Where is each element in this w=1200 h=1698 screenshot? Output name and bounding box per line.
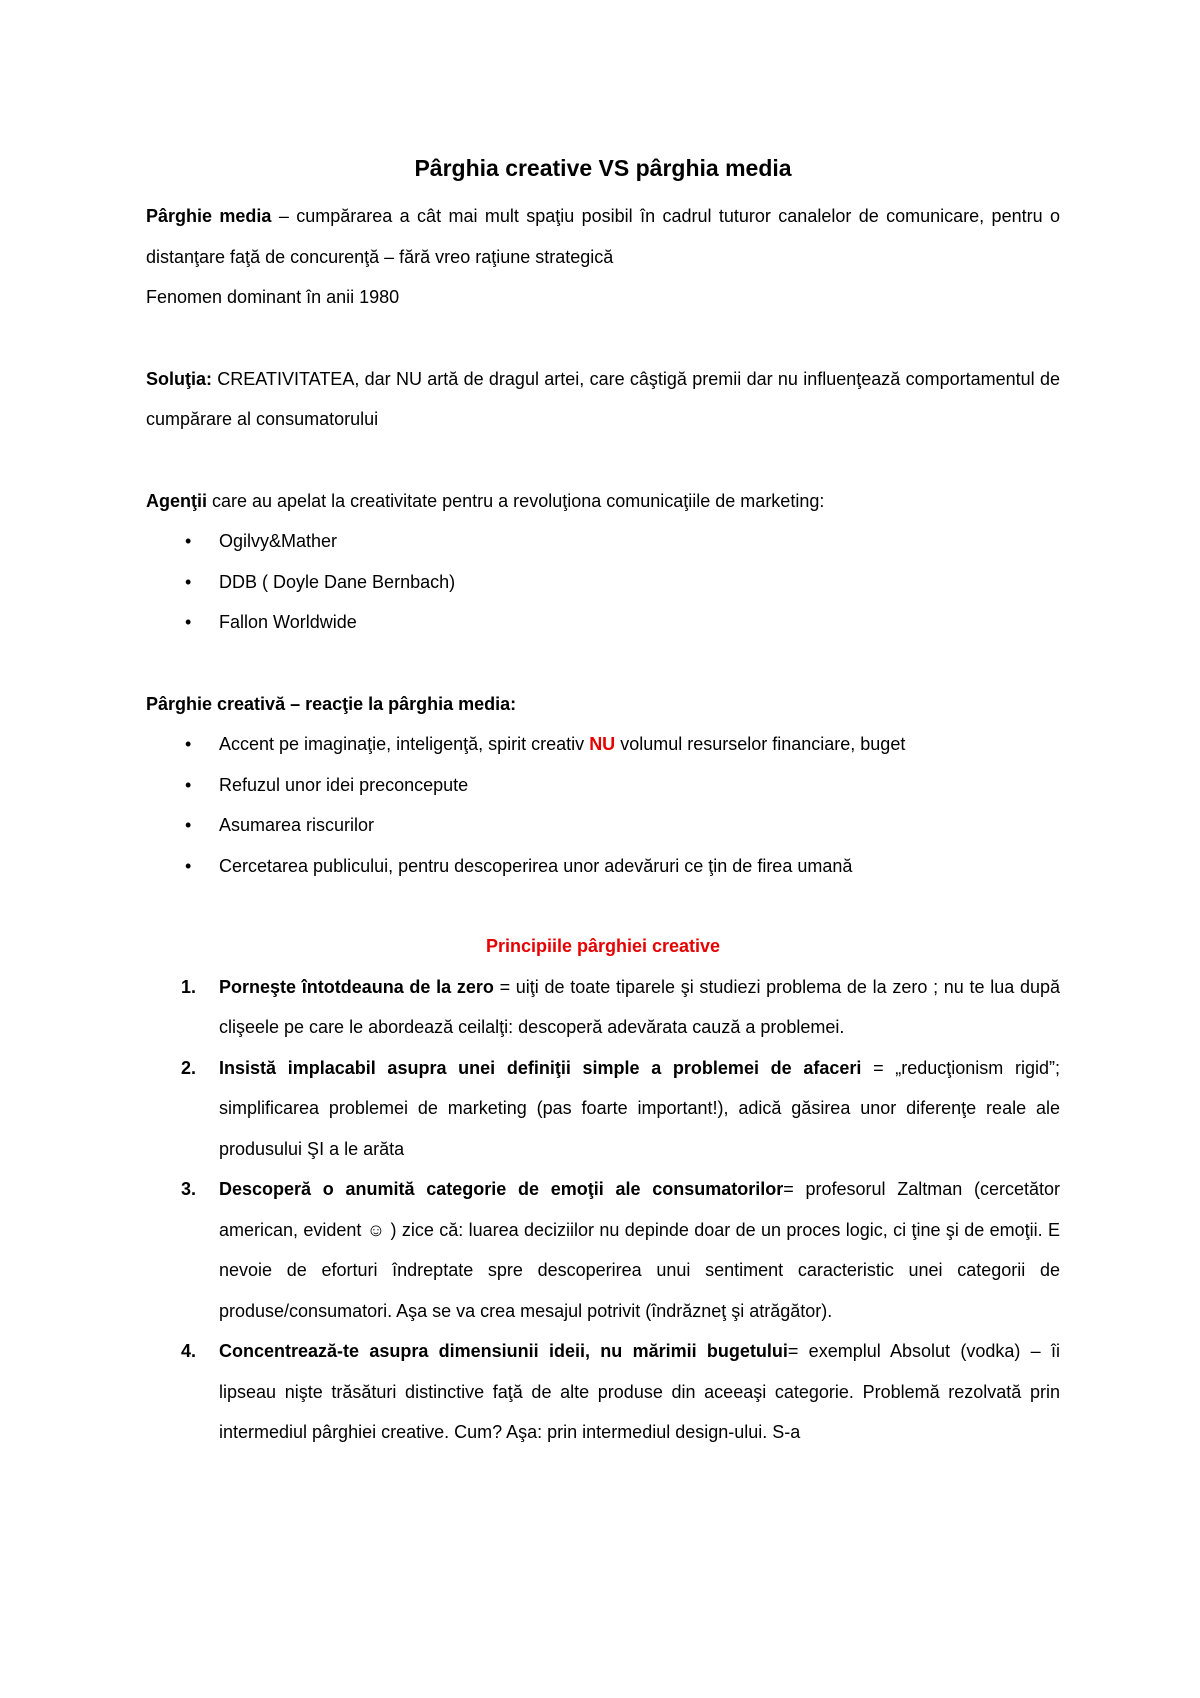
principle-title: Descoperă o anumită categorie de emoţii ale consumatorilor [219, 1179, 784, 1199]
principle-title: Porneşte întotdeauna de la zero [219, 976, 494, 997]
list-item: • Refuzul unor idei preconcepute [146, 765, 1060, 806]
page-title: Pârghia creative VS pârghia media [414, 155, 792, 181]
list-item: • DDB ( Doyle Dane Bernbach) [146, 562, 1060, 603]
list-item-text: Accent pe imaginaţie, inteligenţă, spirit creativ [219, 734, 590, 754]
item-number: 3. [181, 1179, 197, 1199]
principle-item [146, 1169, 1060, 1331]
intro-line-2: Fenomen dominant în anii 1980 [146, 287, 400, 307]
list-item: • Ogilvy&Mather [146, 521, 1060, 562]
spacer [146, 318, 1060, 359]
agencies-term: Agenţii [146, 490, 207, 511]
principle-text: = „reducţionism rigid”; simplificarea problemei de marketing (pas foarte important!), adică găsirea unor diferenţe reale ale produsului ŞI a le arăta [219, 1057, 1060, 1159]
intro-text: – cumpărarea a cât mai mult spaţiu posibil în cadrul tuturor canalelor de comunicare, pentru o distanţare faţă de concurenţă – fără vreo raţiune strategică [146, 206, 1060, 267]
creative-lever-heading-text: Pârghie creativă – reacţie la pârghia media: [146, 693, 517, 714]
principle-item [146, 1048, 1060, 1170]
principle-text: = profesorul Zaltman (cercetător american, evident ☺ ) zice că: luarea deciziilor nu depinde doar de un proces logic, ci ţine şi de emoţii. E nevoie de eforturi îndreptate spre descoperirea unui sentiment caracteristic unei categorii de produse/consumatori. Aşa se va crea mesajul potrivit (îndrăzneţ şi atrăgător). [219, 1179, 1060, 1321]
item-number: 4. [181, 1341, 197, 1361]
list-item: • Cercetarea publicului, pentru descoperirea unor adevăruri ce ţin de firea umană [146, 846, 1060, 887]
list-item [146, 724, 1060, 765]
principle-title: Insistă implacabil asupra unei definiţii simple a problemei de afaceri [219, 1057, 862, 1078]
intro-term: Pârghie media [146, 206, 272, 226]
solution-text: CREATIVITATEA, dar NU artă de dragul artei, care câştigă premii dar nu influenţează comportamentul de cumpărare al consumatorului [146, 368, 1060, 429]
principle-item [146, 967, 1060, 1048]
item-number: 2. [181, 1057, 197, 1078]
creative-lever-heading [146, 684, 1060, 725]
principle-text: = uiţi de toate tiparele şi studiezi problema de la zero ; nu te lua după clişeele pe care le abordează ceilalţi: descoperă adevărata cauză a problemei. [219, 976, 1060, 1037]
agencies-text: care au apelat la creativitate pentru a revoluţiona comunicaţiile de marketing: [207, 490, 825, 511]
creative-lever-list [146, 724, 1060, 886]
principle-title: Concentrează-te asupra dimensiunii ideii, nu mărimii bugetului [219, 1341, 788, 1361]
spacer [146, 643, 1060, 684]
spacer [146, 440, 1060, 481]
intro-paragraph [146, 196, 1060, 277]
principles-heading: Principiile pârghiei creative [485, 936, 721, 956]
list-item: • Asumarea riscurilor [146, 805, 1060, 846]
principle-text: = exemplul Absolut (vodka) – îi lipseau nişte trăsături distinctive faţă de alte produse din aceeaşi categorie. Problemă rezolvată prin intermediul pârghiei creative. Cum? Aşa: prin intermediul design-ului. S-a [219, 1341, 1060, 1442]
red-emphasis: NU [589, 734, 616, 754]
item-number: 1. [181, 976, 197, 997]
list-item: • Fallon Worldwide [146, 602, 1060, 643]
solution-term: Soluţia: [146, 368, 212, 389]
solution-paragraph [146, 359, 1060, 440]
agencies-list [146, 521, 1060, 643]
principles-list [146, 967, 1060, 1453]
agencies-paragraph [146, 481, 1060, 522]
principle-item [146, 1331, 1060, 1453]
list-item-text: volumul resurselor financiare, buget [615, 734, 906, 754]
